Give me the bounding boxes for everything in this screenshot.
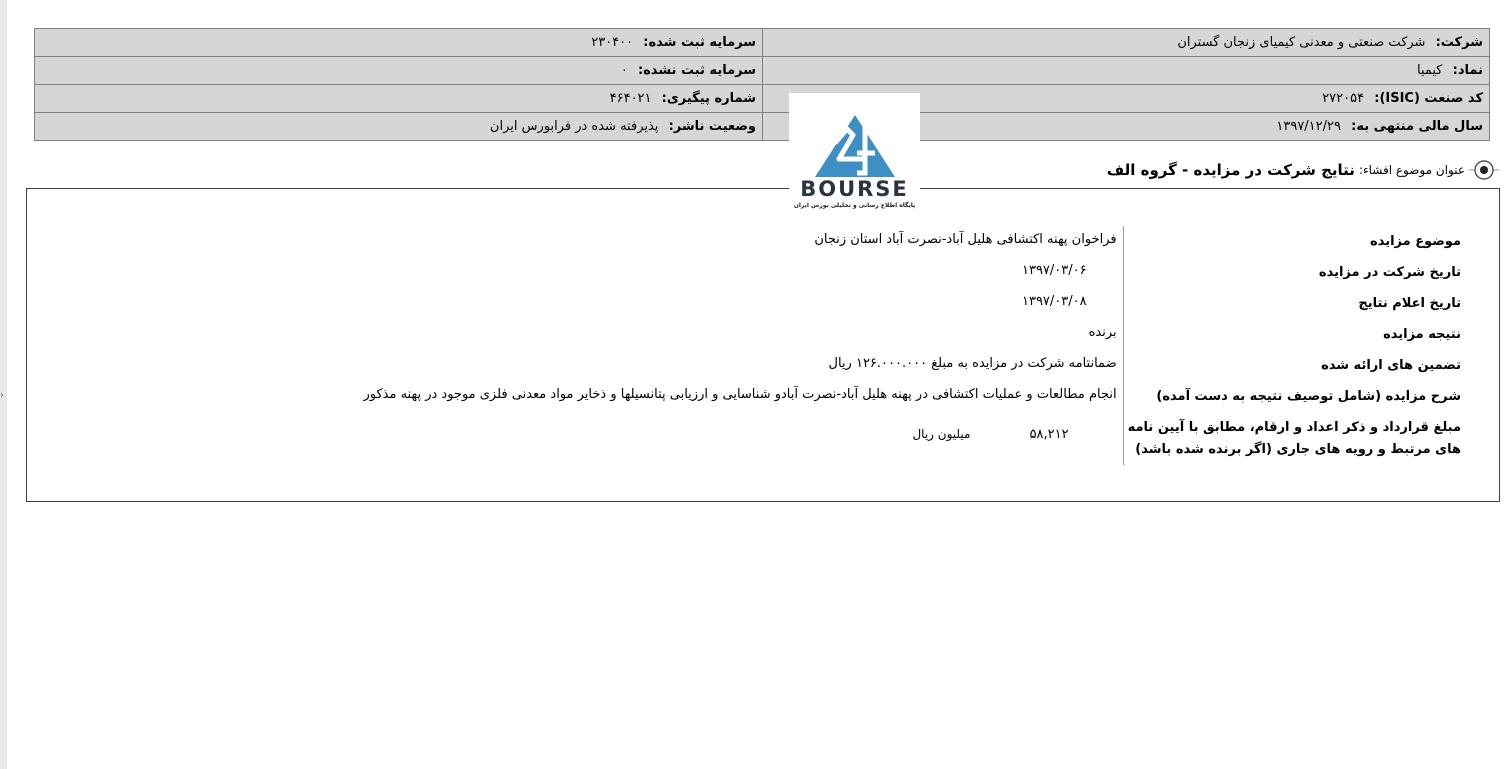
registered-capital-label: سرمایه ثبت شده: [643,35,756,50]
contract-value [363,412,1123,465]
results-date: ۱۳۹۷/۰۳/۰۸ [1021,294,1087,309]
logo-subtitle: پایگاه اطلاع رسانی و تحلیلی بورس ایران [793,202,916,209]
company-label: شرکت: [1435,35,1483,50]
company-value: شرکت صنعتی و معدنی کیمیای زنجان گستران [1177,35,1426,50]
subject-row [1107,155,1499,185]
symbol-value: کیمیا [1416,63,1443,78]
unregistered-capital-value: ۰ [620,63,628,78]
contract-row [363,412,1467,465]
contract-label-line1: مبلغ قرارداد و ذکر اعداد و ارقام، مطابق با آیین نامه [1127,420,1461,435]
participation-date: ۱۳۹۷/۰۳/۰۶ [1021,263,1087,278]
unregistered-capital-cell [35,57,763,85]
detail-value: فراخوان پهنه اکتشافی هلیل آباد-نصرت آباد استان زنجان [814,232,1117,247]
info-row-symbol [35,57,1490,85]
detail-value: ضمانتامه شرکت در مزایده به مبلغ ۱۲۶.۰۰۰.۰۰۰ ریال [828,356,1117,371]
detail-row [363,319,1467,350]
company-info-table [34,28,1490,141]
isic-value: ۲۷۲۰۵۴ [1322,91,1365,106]
publisher-status-value: پذیرفته شده در فرابورس ایران [489,119,659,134]
left-edge-marker: › [0,390,4,401]
tracking-value: ۴۶۴۰۲۱ [609,91,652,106]
detail-row [363,381,1467,412]
subject-label: عنوان موضوع افشاء: [1358,163,1465,177]
details-table [363,226,1467,465]
detail-row [363,226,1467,257]
logo-word: BOURSE [800,177,909,201]
detail-value: انجام مطالعات و عملیات اکتشافی در پهنه هلیل آباد-نصرت آبادو شناسایی و ارزیابی پتانسیلها و ذخایر مواد معدنی فلزی موجود در پهنه مذکور [363,387,1117,402]
fiscal-year-value: ۱۳۹۷/۱۲/۲۹ [1276,119,1341,134]
detail-value [363,257,1123,288]
detail-label: تاریخ شرکت در مزایده [1123,257,1467,288]
contract-label [1123,412,1467,465]
detail-label: نتیجه مزایده [1123,319,1467,350]
company-cell [763,29,1490,57]
detail-label: شرح مزایده (شامل توصیف نتیجه به دست آمده) [1123,381,1467,412]
registered-capital-value: ۲۳۰۴۰۰ [591,35,634,50]
symbol-label: نماد: [1452,63,1483,78]
detail-value [363,288,1123,319]
info-row-fiscal [35,113,1490,141]
bourse-watermark-logo [789,93,920,215]
tracking-label: شماره پیگیری: [661,91,756,106]
unregistered-capital-label: سرمایه ثبت نشده: [637,63,756,78]
detail-row [363,257,1467,288]
tracking-cell [35,85,763,113]
left-scroll-strip [0,0,7,769]
detail-label: موضوع مزایده [1123,226,1467,257]
registered-capital-cell [35,29,763,57]
contract-unit: میلیون ریال [912,427,971,441]
target-icon [1469,155,1499,185]
detail-row [363,288,1467,319]
symbol-cell [763,57,1490,85]
subject-title: نتایج شرکت در مزایده - گروه الف [1106,161,1355,179]
detail-row [363,350,1467,381]
info-row-company [35,29,1490,57]
contract-label-line2: های مرتبط و رویه های جاری (اگر برنده شده باشد) [1135,442,1461,457]
bourse-logo-icon [813,113,897,179]
fiscal-year-label: سال مالی منتهی به: [1351,119,1483,134]
publisher-status-cell [35,113,763,141]
contract-amount: ۵۸,۲۱۲ [1029,427,1069,442]
publisher-status-label: وضعیت ناشر: [668,119,756,134]
detail-value: برنده [1088,325,1117,340]
isic-label: کد صنعت (ISIC): [1374,91,1483,106]
detail-label: تاریخ اعلام نتایج [1123,288,1467,319]
detail-label: تضمین های ارائه شده [1123,350,1467,381]
info-row-isic [35,85,1490,113]
